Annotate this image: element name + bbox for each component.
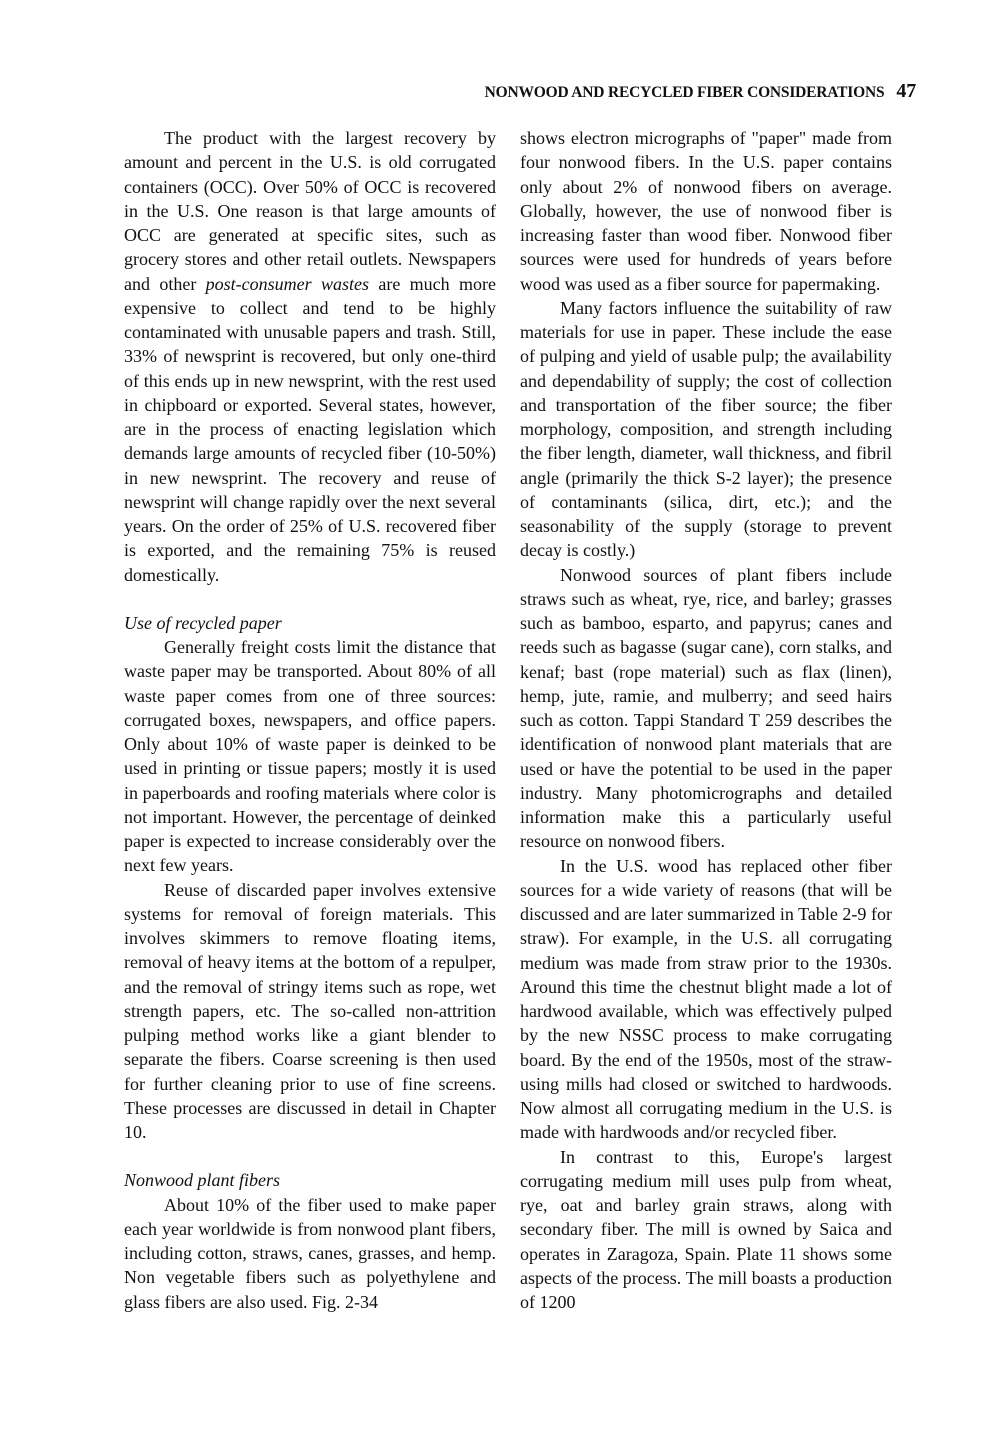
paragraph-europe-mill: In contrast to this, Europe's largest corrugating medium mill uses pulp from wheat, rye, oat and barley grain straws, along with secondary fiber. The mill is owned by Saica and operates in Zaragoza, Spain. Plate 11 shows some aspects of the process. The mill boasts a production of 1200 [520,1146,892,1312]
left-column [124,126,496,1314]
section-heading-nonwood-fibers: Nonwood plant fibers [124,1170,281,1191]
paragraph-occ-recovery [124,126,496,587]
paragraph-nonwood-share: About 10% of the fiber used to make paper each year worldwide is from nonwood plant fibers, including cotton, straws, canes, grasses, and hemp. Non vegetable fibers such as polyethylene and glass fibers are also used. Fig. 2-34 [124,1194,496,1312]
paragraph-text: The product with the largest recovery by amount and percent in the U.S. is old corrugated containers (OCC). Over 50% of OCC is recovered in the U.S. One reason is that large amounts of OCC are generated at specific sites, such as grocery stores and other retail outlets. Newspapers and other [124,128,496,294]
running-head [485,80,916,103]
paragraph-micrographs: shows electron micrographs of "paper" made from four nonwood fibers. In the U.S. paper contains only about 2% of nonwood fibers on average. Globally, however, the use of nonwood fiber is increasing faster than wood fiber. Nonwood fiber sources were used for hundreds of years before wood was used as a fiber source for papermaking. [520,128,892,294]
emphasized-term: post-consumer wastes [205,273,370,294]
paragraph-nonwood-sources: Nonwood sources of plant fibers include straws such as wheat, rye, rice, and barley; grasses such as bamboo, esparto, and papyrus; canes and reeds such as bagasse (sugar cane), corn stalks, and kenaf; bast (rope material) such as flax (linen), hemp, jute, ramie, and mulberry; and seed hairs such as cotton. Tappi Standard T 259 describes the identification of nonwood plant materials that are used or have the potential to be used in the paper industry. Many photomicrographs and detailed information make this a particularly useful resource on nonwood fibers. [520,564,892,852]
running-title: NONWOOD AND RECYCLED FIBER CONSIDERATIONS [484,84,885,101]
paragraph-text: are much more expensive to collect and tend to be highly contaminated with unusable papers and trash. Still, 33% of newsprint is recovered, but only one-third of this ends up in new newsprint, with the rest used in chipboard or exported. Several states, however, are in the process of enacting legislation which demands large amounts of recycled fiber (10-50%) in new newsprint. The recovery and reuse of newsprint will change rapidly over the next several years. On the order of 25% of U.S. recovered fiber is exported, and the remaining 75% is reused domestically. [124,273,496,585]
paragraph-reuse-systems: Reuse of discarded paper involves extensive systems for removal of foreign materials. This involves skimmers to remove floating items, removal of heavy items at the bottom of a repulper, and the removal of stringy items such as rope, wet strength papers, etc. The so-called non-attrition pulping method works like a giant blender to separate the fibers. Coarse screening is then used for further cleaning prior to use of fine screens. These processes are discussed in detail in Chapter 10. [124,879,496,1142]
section-heading-recycled-paper: Use of recycled paper [124,612,282,633]
right-column [520,126,892,1314]
paragraph-raw-material-factors: Many factors influence the suitability of raw materials for use in paper. These include the ease of pulping and yield of usable pulp; the availability and dependability of supply; the cost of collection and transportation of the fiber source; the fiber morphology, composition, and strength including the fiber length, diameter, wall thickness, and fibril angle (primarily the thick S-2 layer); the presence of contaminants (silica, dirt, etc.); and the seasonability of the supply (storage to prevent decay is costly.) [520,297,892,561]
paragraph-freight-costs: Generally freight costs limit the distance that waste paper may be transported. About 80% of all waste paper comes from one of three sources: corrugated boxes, newspapers, and office papers. Only about 10% of waste paper is deinked to be used in printing or tissue papers; mostly it is used in paperboards and roofing materials where color is not important. However, the percentage of deinked paper is expected to increase considerably over the next few years. [124,637,496,876]
paragraph-wood-replacement: In the U.S. wood has replaced other fiber sources for a wide variety of reasons (that will be discussed and are later summarized in Table 2-9 for straw). For example, in the U.S. all corrugating medium was made from straw prior to the 1930s. Around this time the chestnut blight made a lot of hardwood available, which was effectively pulped by the new NSSC process to make corrugating board. By the end of the 1950s, most of the straw-using mills had closed or switched to hardwoods. Now almost all corrugating medium in the U.S. is made with hardwoods and/or recycled fiber. [520,855,892,1143]
page-number: 47 [896,80,916,102]
